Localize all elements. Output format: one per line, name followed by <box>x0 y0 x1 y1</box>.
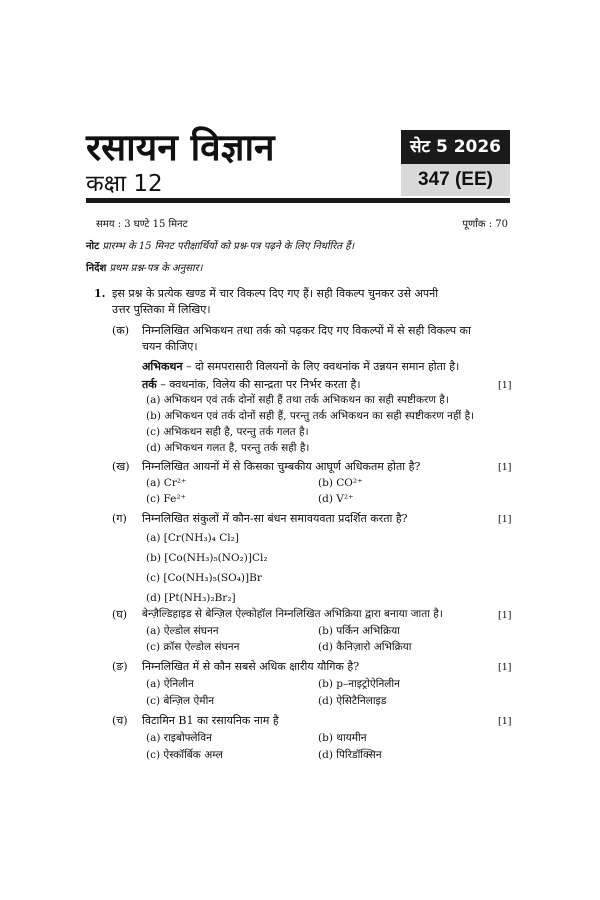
note-text: प्रारम्भ के 15 मिनट परीक्षार्थियों को प्रश्न-पत्र पढ़ने के लिए निर्धारित हैं। <box>102 241 355 252</box>
part-e-option-a: (a) ऐनिलीन <box>146 678 194 690</box>
assertion-text: – दो समपरासारी विलयनों के लिए क्वथनांक में उन्नयन समान होता है। <box>186 360 460 373</box>
set-badge: सेट 5 2026 <box>401 130 510 164</box>
part-a-option-b: (b) अभिकथन एवं तर्क दोनों सही हैं, परन्तु तर्क अभिकथन का सही स्पष्टीकरण नहीं है। <box>146 410 475 422</box>
part-f-label: (च) <box>112 714 128 727</box>
part-d-option-c: (c) क्रॉस ऐल्डोल संघनन <box>146 641 240 653</box>
part-f-marks: [1] <box>498 716 512 727</box>
part-f-option-a: (a) राइबोफ्लेविन <box>146 732 212 744</box>
part-e-option-c: (c) बेन्ज़िल ऐमीन <box>146 695 215 707</box>
part-a-label: (क) <box>112 324 130 337</box>
part-e-option-d: (d) ऐसिटैनिलाइड <box>318 695 387 707</box>
part-e-label: (ङ) <box>112 660 128 673</box>
part-b-label: (ख) <box>112 460 130 473</box>
part-e-option-b: (b) p–नाइट्रोऐनिलीन <box>318 678 400 690</box>
reason-line <box>142 377 360 392</box>
question-text-line2: उत्तर पुस्तिका में लिखिए। <box>112 303 211 316</box>
instruction-line <box>86 262 202 276</box>
exam-time: समय : 3 घण्टे 15 मिनट <box>96 219 188 230</box>
part-c-option-c: (c) [Co(NH₃)₅(SO₄)]Br <box>146 572 262 584</box>
max-marks: पूर्णांक : 70 <box>462 219 508 230</box>
part-c-text: निम्नलिखित संकुलों में कौन-सा बंधन समावयवता प्रदर्शित करता है? <box>142 512 408 525</box>
part-a-text-line1: निम्नलिखित अभिकथन तथा तर्क को पढ़कर दिए गए विकल्पों में से सही विकल्प का <box>142 324 471 337</box>
part-a-marks: [1] <box>498 380 512 391</box>
assertion-line <box>142 359 459 374</box>
part-c-option-b: (b) [Co(NH₃)₅(NO₂)]Cl₂ <box>146 552 268 564</box>
question-number: 1. <box>94 287 106 300</box>
part-d-option-d: (d) कैनिज़ारो अभिक्रिया <box>318 641 412 653</box>
part-f-text: विटामिन B1 का रसायनिक नाम है <box>142 714 279 727</box>
instruction-label: निर्देश <box>86 263 107 274</box>
instruction-text: प्रथम प्रश्न-पत्र के अनुसार। <box>109 263 203 274</box>
part-b-option-b: (b) CO²⁺ <box>318 477 363 489</box>
part-b-option-d: (d) V²⁺ <box>318 493 354 505</box>
part-f-option-c: (c) ऐस्कॉर्बिक अम्ल <box>146 749 223 761</box>
part-c-option-a: (a) [Cr(NH₃)₄ Cl₂] <box>146 532 239 544</box>
assertion-label: अभिकथन <box>142 360 183 373</box>
part-d-marks: [1] <box>498 610 512 621</box>
part-a-option-d: (d) अभिकथन गलत है, परन्तु तर्क सही है। <box>146 442 310 454</box>
header-divider <box>86 198 510 203</box>
part-b-text: निम्नलिखित आयनों में से किसका चुम्बकीय आघूर्ण अधिकतम होता है? <box>142 460 421 473</box>
part-b-option-a: (a) Cr²⁺ <box>146 477 187 489</box>
part-e-marks: [1] <box>498 662 512 673</box>
part-c-option-d: (d) [Pt(NH₃)₂Br₂] <box>146 592 236 604</box>
reason-text: – क्वथनांक, विलेय की सान्द्रता पर निर्भर करता है। <box>160 378 361 391</box>
part-c-label: (ग) <box>112 512 127 525</box>
part-f-option-d: (d) पिरिडॉक्सिन <box>318 749 382 761</box>
part-b-marks: [1] <box>498 462 512 473</box>
part-f-option-b: (b) थायमीन <box>318 732 367 744</box>
part-e-text: निम्नलिखित में से कौन सबसे अधिक क्षारीय यौगिक है? <box>142 660 360 673</box>
part-a-option-a: (a) अभिकथन एवं तर्क दोनों सही हैं तथा तर्क अभिकथन का सही स्पष्टीकरण है। <box>146 394 449 406</box>
part-d-option-b: (b) पर्किन अभिक्रिया <box>318 625 400 637</box>
question-text-line1: इस प्रश्न के प्रत्येक खण्ड में चार विकल्प दिए गए हैं। सही विकल्प चुनकर उसे अपनी <box>112 287 439 300</box>
part-d-label: (घ) <box>112 608 128 621</box>
note-label: नोट <box>86 241 100 252</box>
part-a-text-line2: चयन कीजिए। <box>142 340 198 353</box>
part-c-marks: [1] <box>498 514 512 525</box>
part-d-text: बेन्ज़ैल्डिहाइड से बेन्ज़िल ऐल्कोहॉल निम्नलिखित अभिक्रिया द्वारा बनाया जाता है। <box>142 608 443 620</box>
page-title: रसायन विज्ञान <box>86 126 275 169</box>
part-b-option-c: (c) Fe²⁺ <box>146 493 187 505</box>
reason-label: तर्क <box>142 378 157 391</box>
part-a-option-c: (c) अभिकथन सही है, परन्तु तर्क गलत है। <box>146 426 309 438</box>
note-line <box>86 240 354 254</box>
class-label: कक्षा 12 <box>86 171 163 197</box>
part-d-option-a: (a) ऐल्डोल संघनन <box>146 625 219 637</box>
paper-code-badge: 347 (EE) <box>401 164 510 196</box>
